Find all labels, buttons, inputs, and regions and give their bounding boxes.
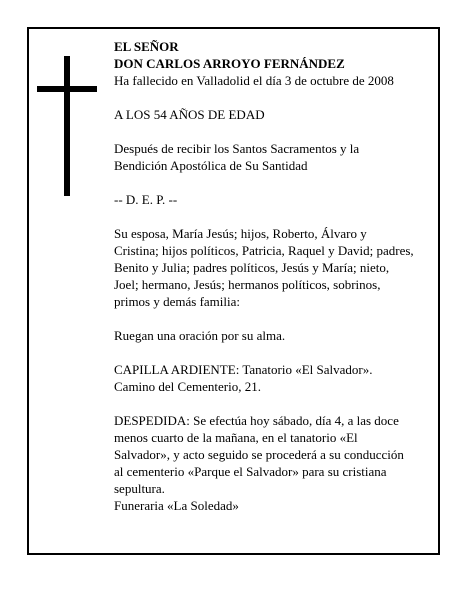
family-list: Su esposa, María Jesús; hijos, Roberto, Álvaro y Cristina; hijos políticos, Patricia, Raquel y David; padres, Benito y Julia; padres políticos, Jesús y María; nieto, Joel; hermano, Jesús; hermanos políticos, sobrinos, primos y demás familia: (114, 226, 414, 309)
cross-vertical-bar (64, 56, 70, 196)
obituary-text (114, 38, 414, 514)
cross-icon (37, 56, 97, 196)
death-statement: Ha fallecido en Valladolid el día 3 de octubre de 2008 (114, 73, 394, 88)
chapel-info: CAPILLA ARDIENTE: Tanatorio «El Salvador». Camino del Cementerio, 21. (114, 362, 373, 394)
cross-horizontal-bar (37, 86, 97, 92)
farewell-info: DESPEDIDA: Se efectúa hoy sábado, día 4, a las doce menos cuarto de la mañana, en el tanatorio «El Salvador», y acto seguido se procederá a su conducción al cementerio «Parque el Salvador» para su cristiana sepultura. (114, 413, 404, 496)
funeral-home: Funeraria «La Soledad» (114, 498, 239, 513)
prayer-request: Ruegan una oración por su alma. (114, 328, 286, 343)
sacraments-statement: Después de recibir los Santos Sacramentos y la Bendición Apostólica de Su Santidad (114, 141, 360, 173)
deceased-name: DON CARLOS ARROYO FERNÁNDEZ (114, 56, 345, 71)
rip-line: -- D. E. P. -- (114, 192, 178, 207)
age-statement: A LOS 54 AÑOS DE EDAD (114, 107, 265, 122)
title-line-1: EL SEÑOR (114, 39, 179, 54)
